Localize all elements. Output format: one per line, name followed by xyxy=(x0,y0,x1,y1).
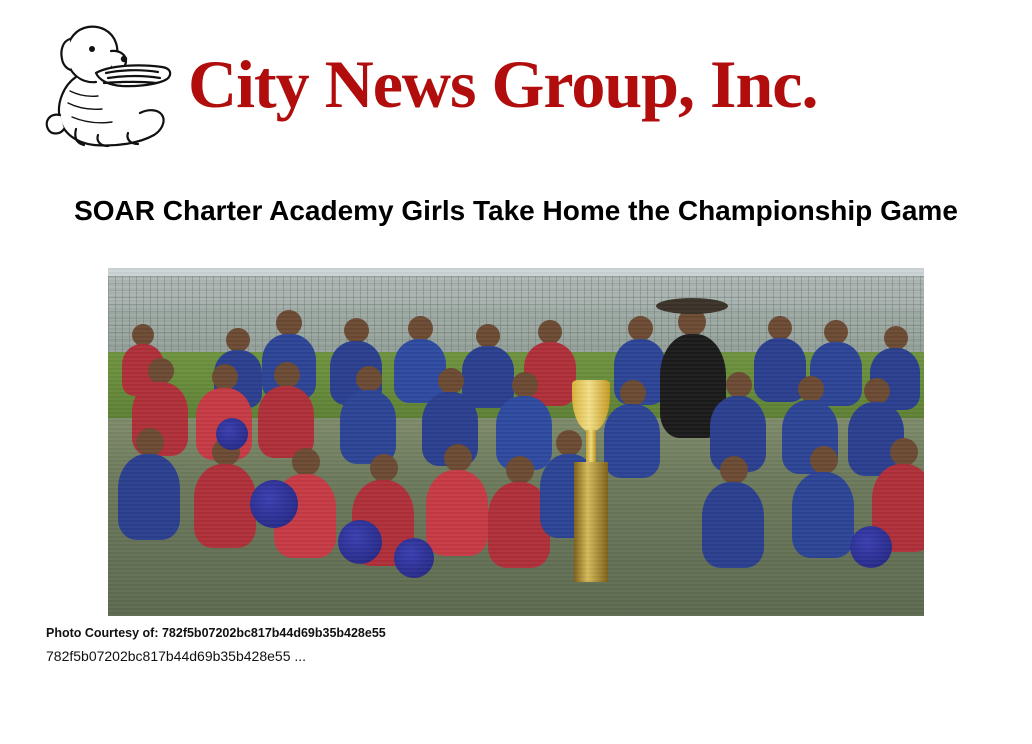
photo-canvas xyxy=(108,268,924,616)
photo-credit: Photo Courtesy of: 782f5b07202bc817b44d69b35b428e55 xyxy=(46,626,386,641)
masthead xyxy=(0,0,1032,150)
masthead-title: City News Group, Inc. xyxy=(188,46,818,122)
article-photo xyxy=(108,268,924,616)
article-body-text: 782f5b07202bc817b44d69b35b428e55 ... xyxy=(46,648,307,665)
photo-team-group xyxy=(108,268,924,616)
article-headline: SOAR Charter Academy Girls Take Home the Championship Game xyxy=(74,195,958,226)
dog-with-newspaper-icon xyxy=(36,17,176,152)
trophy-icon xyxy=(572,380,610,580)
